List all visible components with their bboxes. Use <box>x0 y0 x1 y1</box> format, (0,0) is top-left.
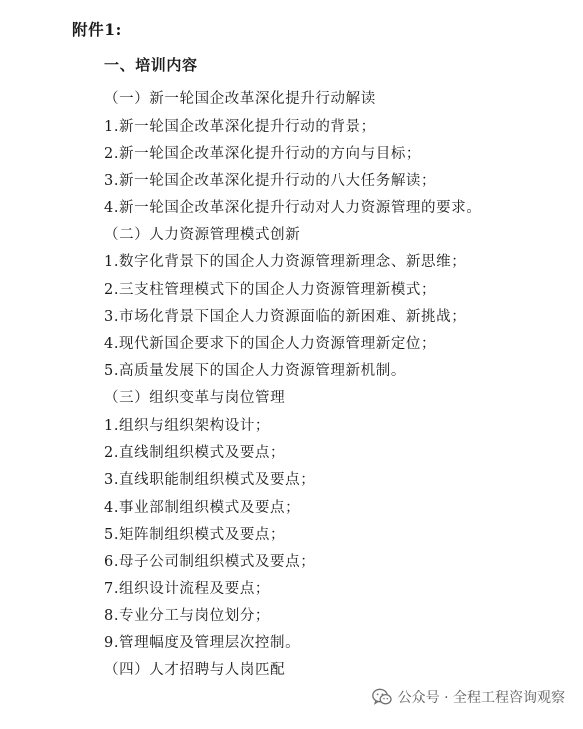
list-item: 1.组织与组织架构设计； <box>104 418 271 434</box>
list-item: 3.市场化背景下国企人力资源面临的新困难、新挑战； <box>104 309 467 325</box>
subsection-heading: （一）新一轮国企改革深化提升行动解读 <box>104 91 376 107</box>
list-item: 4.新一轮国企改革深化提升行动对人力资源管理的要求。 <box>104 200 482 216</box>
list-item: 3.直线职能制组织模式及要点； <box>104 472 316 488</box>
appendix-label: 附件1: <box>72 20 122 39</box>
list-item: 1.数字化背景下的国企人力资源管理新理念、新思维； <box>104 254 467 270</box>
list-item: 2.三支柱管理模式下的国企人力资源管理新模式； <box>104 282 437 298</box>
list-item: 1.新一轮国企改革深化提升行动的背景； <box>104 119 376 135</box>
list-item: 6.母子公司制组织模式及要点； <box>104 554 316 570</box>
list-item: 2.新一轮国企改革深化提升行动的方向与目标； <box>104 146 422 162</box>
list-item: 4.事业部制组织模式及要点； <box>104 500 301 516</box>
list-item: 4.现代新国企要求下的国企人力资源管理新定位； <box>104 336 437 352</box>
list-item: 5.高质量发展下的国企人力资源管理新机制。 <box>104 363 406 379</box>
section-title: 一、培训内容 <box>104 56 198 74</box>
list-item: 8.专业分工与岗位划分； <box>104 608 271 624</box>
subsection-heading: （二）人力资源管理模式创新 <box>104 227 301 243</box>
wechat-icon <box>372 688 392 706</box>
watermark-text: 公众号 · 全程工程咨询观察 <box>397 690 565 706</box>
list-item: 9.管理幅度及管理层次控制。 <box>104 635 301 651</box>
subsection-heading: （四）人才招聘与人岗匹配 <box>104 662 286 678</box>
list-item: 7.组织设计流程及要点； <box>104 581 271 597</box>
watermark <box>372 687 565 707</box>
list-item: 3.新一轮国企改革深化提升行动的八大任务解读； <box>104 173 437 189</box>
list-item: 5.矩阵制组织模式及要点； <box>104 527 286 543</box>
list-item: 2.直线制组织模式及要点； <box>104 445 286 461</box>
subsection-heading: （三）组织变革与岗位管理 <box>104 390 286 406</box>
